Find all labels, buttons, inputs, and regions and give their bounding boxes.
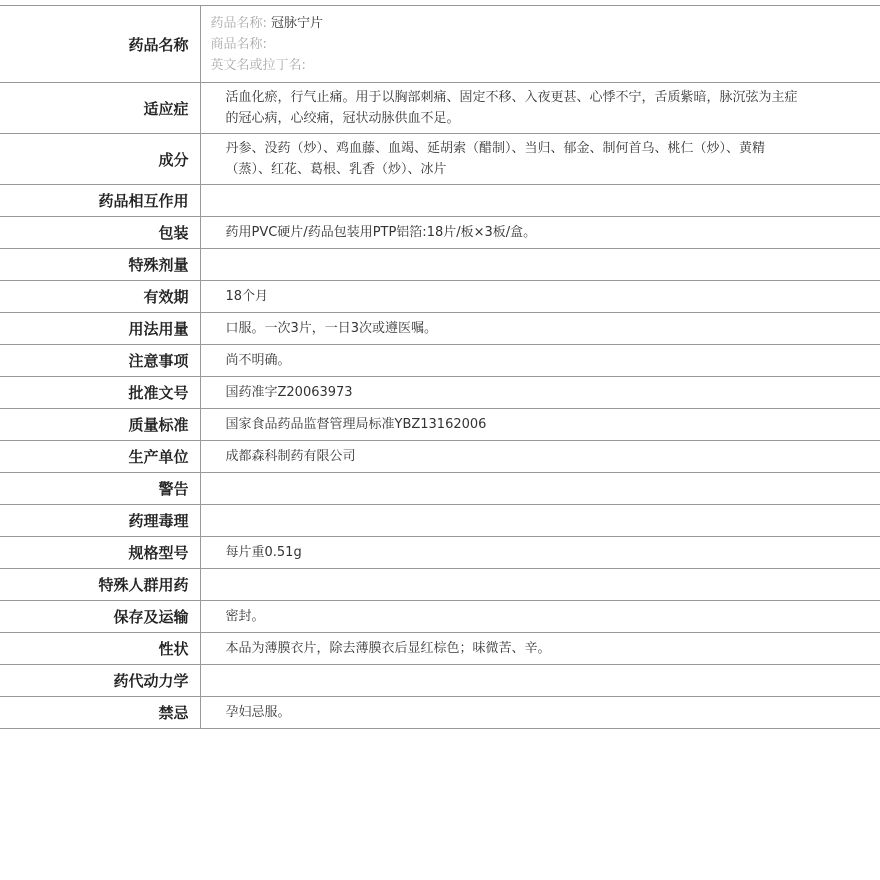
spec-value-pharmacokinetics	[200, 665, 880, 697]
spec-label-warning: 警告	[0, 473, 200, 505]
spec-label-storage: 保存及运输	[0, 601, 200, 633]
spec-label-usage: 用法用量	[0, 313, 200, 345]
spec-row-interactions	[0, 185, 880, 217]
generic-name-key: 药品名称:	[210, 15, 267, 31]
generic-name-value: 冠脉宁片	[271, 15, 324, 31]
spec-label-name: 药品名称	[0, 6, 200, 83]
spec-row-ingredients	[0, 134, 880, 185]
drug-spec-table	[0, 5, 880, 729]
spec-row-usage	[0, 313, 880, 345]
generic-name-line	[211, 13, 880, 34]
spec-value-name	[200, 6, 880, 83]
latin-name-line	[211, 55, 880, 76]
spec-row-description	[0, 633, 880, 665]
spec-row-approval-number	[0, 377, 880, 409]
spec-label-manufacturer: 生产单位	[0, 441, 200, 473]
spec-value-special-dosage	[200, 249, 880, 281]
spec-row-specification	[0, 537, 880, 569]
spec-value-quality-standard: 国家食品药品监督管理局标准YBZ13162006	[200, 409, 880, 441]
spec-value-contraindications: 孕妇忌服。	[200, 697, 880, 729]
spec-label-description: 性状	[0, 633, 200, 665]
spec-label-ingredients: 成分	[0, 134, 200, 185]
spec-value-specification: 每片重0.51g	[200, 537, 880, 569]
spec-value-ingredients: 丹参、没药（炒）、鸡血藤、血竭、延胡索（醋制）、当归、郁金、制何首乌、桃仁（炒）、黄精（蒸）、红花、葛根、乳香（炒）、冰片	[200, 134, 880, 185]
spec-label-pharmacology: 药理毒理	[0, 505, 200, 537]
spec-label-approval-number: 批准文号	[0, 377, 200, 409]
spec-row-special-dosage	[0, 249, 880, 281]
spec-label-contraindications: 禁忌	[0, 697, 200, 729]
latin-name-key: 英文名或拉丁名:	[210, 57, 306, 73]
spec-value-approval-number: 国药准字Z20063973	[200, 377, 880, 409]
spec-label-shelf-life: 有效期	[0, 281, 200, 313]
spec-row-pharmacology	[0, 505, 880, 537]
spec-value-usage: 口服。一次3片，一日3次或遵医嘱。	[200, 313, 880, 345]
spec-value-indications: 活血化瘀，行气止痛。用于以胸部刺痛、固定不移、入夜更甚、心悸不宁，舌质紫暗，脉沉弦为主症的冠心病，心绞痛，冠状动脉供血不足。	[200, 83, 880, 134]
spec-row-precautions	[0, 345, 880, 377]
spec-label-interactions: 药品相互作用	[0, 185, 200, 217]
spec-label-precautions: 注意事项	[0, 345, 200, 377]
spec-value-shelf-life: 18个月	[200, 281, 880, 313]
trade-name-line	[211, 34, 880, 55]
spec-row-pharmacokinetics	[0, 665, 880, 697]
spec-row-quality-standard	[0, 409, 880, 441]
spec-row-indications	[0, 83, 880, 134]
spec-value-special-populations	[200, 569, 880, 601]
trade-name-key: 商品名称:	[210, 36, 267, 52]
spec-value-manufacturer: 成都森科制药有限公司	[200, 441, 880, 473]
spec-label-special-dosage: 特殊剂量	[0, 249, 200, 281]
spec-row-manufacturer	[0, 441, 880, 473]
spec-label-packaging: 包装	[0, 217, 200, 249]
spec-label-indications: 适应症	[0, 83, 200, 134]
spec-value-interactions	[200, 185, 880, 217]
spec-label-specification: 规格型号	[0, 537, 200, 569]
spec-value-pharmacology	[200, 505, 880, 537]
spec-row-shelf-life	[0, 281, 880, 313]
spec-row-warning	[0, 473, 880, 505]
spec-label-pharmacokinetics: 药代动力学	[0, 665, 200, 697]
spec-value-precautions: 尚不明确。	[200, 345, 880, 377]
spec-label-special-populations: 特殊人群用药	[0, 569, 200, 601]
spec-value-packaging: 药用PVC硬片/药品包装用PTP铝箔:18片/板×3板/盒。	[200, 217, 880, 249]
drug-spec-sheet	[0, 5, 880, 729]
spec-row-storage	[0, 601, 880, 633]
spec-value-warning	[200, 473, 880, 505]
spec-row-name	[0, 6, 880, 83]
spec-row-special-populations	[0, 569, 880, 601]
spec-value-storage: 密封。	[200, 601, 880, 633]
spec-row-contraindications	[0, 697, 880, 729]
spec-value-description: 本品为薄膜衣片，除去薄膜衣后显红棕色；味微苦、辛。	[200, 633, 880, 665]
spec-row-packaging	[0, 217, 880, 249]
spec-label-quality-standard: 质量标准	[0, 409, 200, 441]
